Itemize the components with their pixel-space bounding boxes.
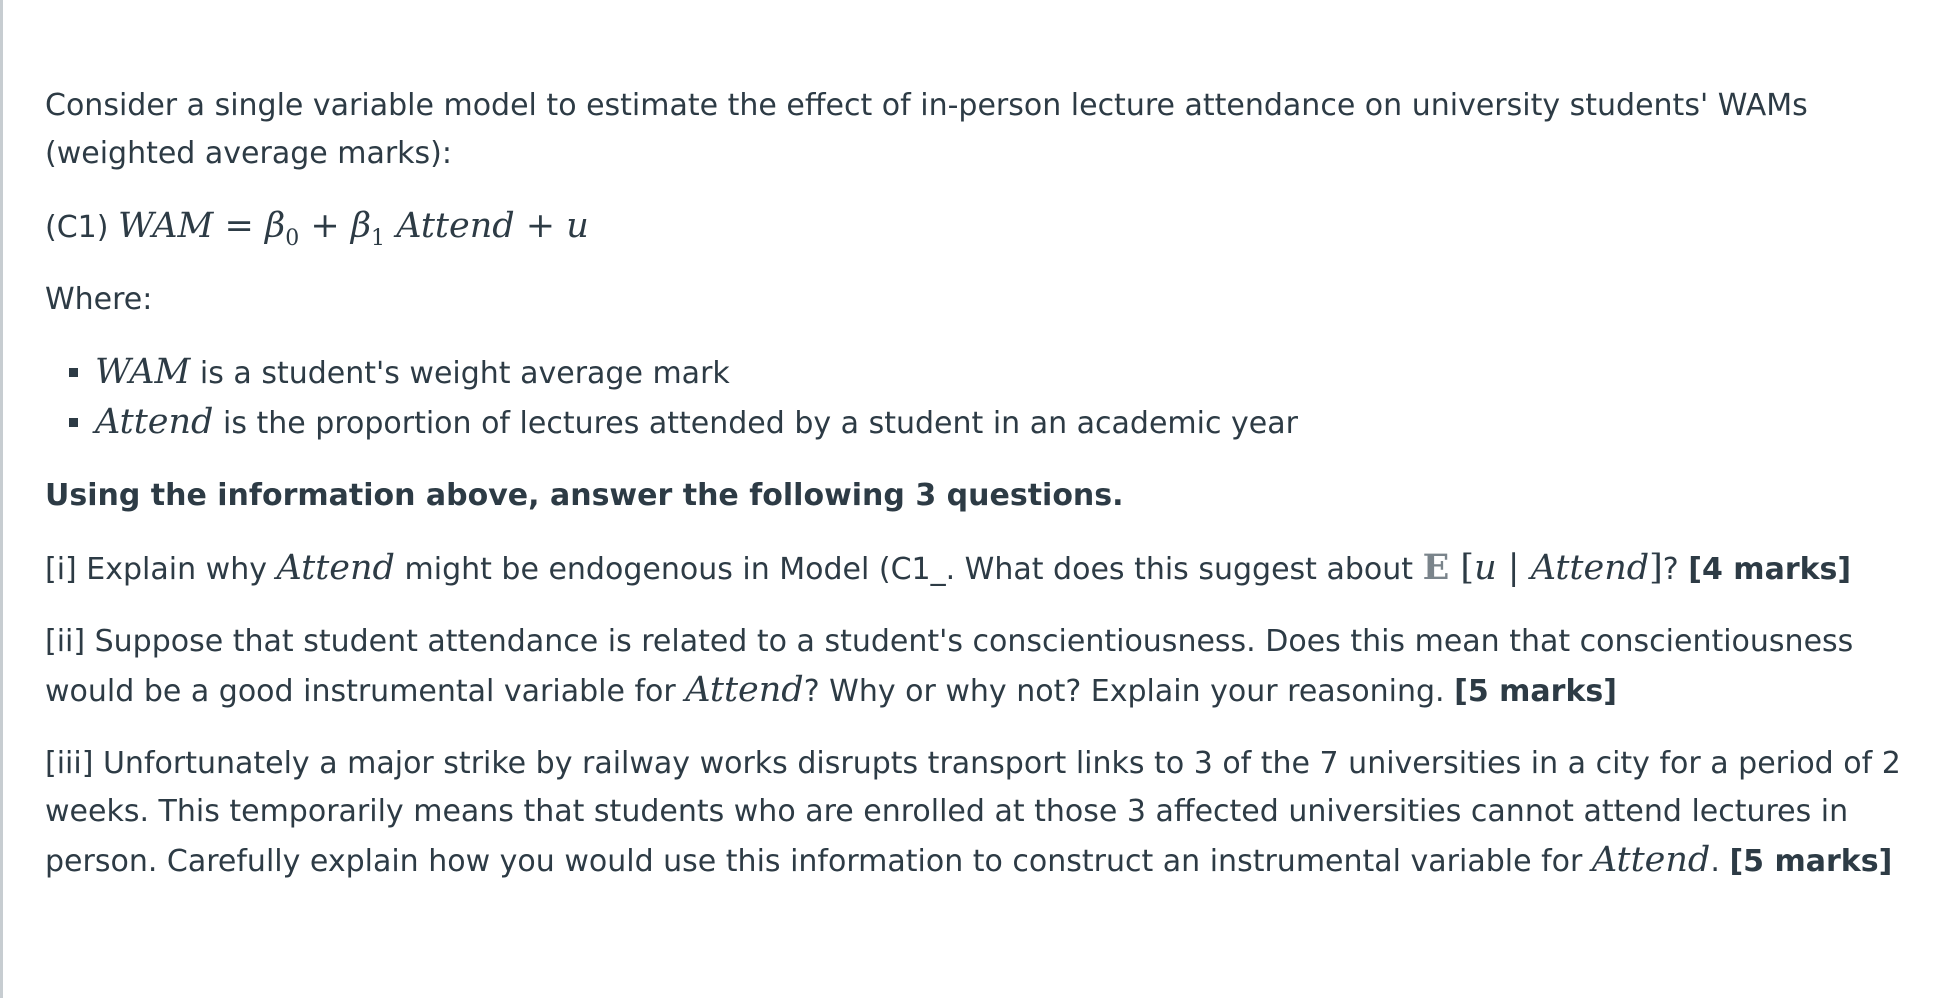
question-3-text-b: . bbox=[1710, 844, 1720, 879]
question-3-text-a: Unfortunately a major strike by railway works disrupts transport links to 3 of the 7 universities in a city for a period of 2 weeks. This temporarily means that students who are enrolled at those 3 affected universities cannot attend lectures in person. Carefully explain how you would use this information to construct an instrumental variable for bbox=[45, 746, 1901, 879]
expectation-bar: | bbox=[1507, 548, 1520, 588]
left-border bbox=[0, 0, 3, 998]
expectation-var: Attend bbox=[1530, 548, 1650, 588]
question-2-text-a: Suppose that student attendance is related to a student's conscientiousness. Does this mean that conscientiousness would be a good instrumental variable for bbox=[45, 624, 1854, 709]
question-3-symbol: Attend bbox=[1591, 840, 1711, 880]
definition-text: is a student's weight average mark bbox=[199, 356, 730, 391]
model-beta0-sub: 0 bbox=[285, 226, 300, 251]
model-beta0: β bbox=[264, 206, 286, 246]
question-3-marks: [5 marks] bbox=[1729, 844, 1893, 879]
definition-symbol: Attend bbox=[95, 402, 214, 442]
definition-item bbox=[45, 398, 1905, 448]
question-1-tag: [i] bbox=[45, 552, 77, 587]
question-2 bbox=[45, 618, 1905, 716]
question-1-marks: [4 marks] bbox=[1688, 552, 1852, 587]
question-1 bbox=[45, 544, 1905, 594]
question-1-expectation bbox=[1423, 548, 1663, 588]
model-var: Attend bbox=[396, 206, 515, 246]
question-1-text-b: might be endogenous in Model (C1_. What does this suggest about bbox=[404, 552, 1414, 587]
intro-paragraph: Consider a single variable model to estimate the effect of in-person lecture attendance on university students' WAMs (weighted average marks): bbox=[45, 88, 1808, 171]
question-content bbox=[45, 82, 1905, 910]
question-2-symbol: Attend bbox=[685, 670, 804, 710]
where-label: Where: bbox=[45, 282, 153, 317]
model-label: (C1) bbox=[45, 210, 109, 245]
model-equals: = bbox=[224, 206, 254, 246]
expectation-operator: E bbox=[1422, 547, 1450, 588]
question-1-text-c: ? bbox=[1662, 552, 1679, 587]
expectation-u: u bbox=[1474, 548, 1497, 588]
question-3 bbox=[45, 740, 1905, 886]
question-2-tag: [ii] bbox=[45, 624, 86, 659]
instruction-text: Using the information above, answer the following 3 questions. bbox=[45, 478, 1124, 513]
definition-item bbox=[45, 348, 1905, 398]
model-plus-1: + bbox=[310, 206, 340, 246]
model-math bbox=[118, 206, 589, 251]
definition-symbol: WAM bbox=[95, 352, 191, 392]
question-2-text-b: ? Why or why not? Explain your reasoning. bbox=[803, 674, 1445, 709]
question-3-tag: [iii] bbox=[45, 746, 94, 781]
model-plus-2: + bbox=[525, 206, 556, 246]
model-beta1: β bbox=[350, 206, 372, 246]
definition-text: is the proportion of lectures attended by a student in an academic year bbox=[223, 406, 1298, 441]
model-error: u bbox=[566, 206, 589, 246]
expectation-open-bracket: [ bbox=[1460, 548, 1475, 588]
question-1-symbol: Attend bbox=[276, 548, 395, 588]
model-equation bbox=[45, 202, 1905, 252]
question-2-marks: [5 marks] bbox=[1454, 674, 1617, 709]
question-1-text-a: Explain why bbox=[86, 552, 267, 587]
model-beta1-sub: 1 bbox=[371, 226, 386, 251]
definition-list bbox=[45, 348, 1905, 448]
expectation-close-bracket: ] bbox=[1649, 548, 1663, 588]
model-lhs: WAM bbox=[118, 206, 214, 246]
